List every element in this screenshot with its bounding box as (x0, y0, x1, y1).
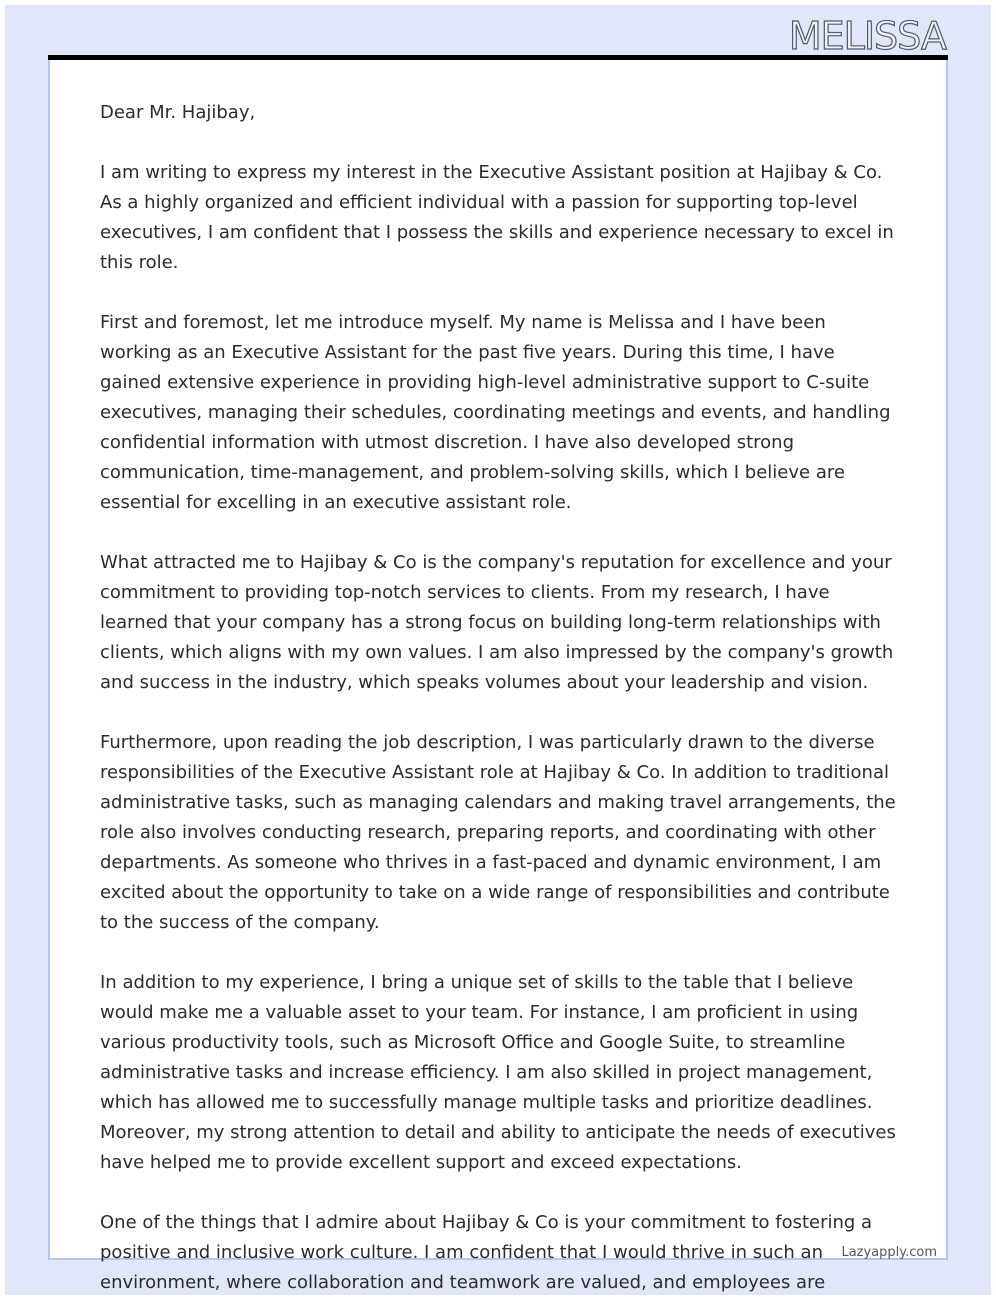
salutation: Dear Mr. Hajibay, (100, 102, 256, 123)
footer-brand: Lazyapply.com (841, 1245, 937, 1260)
paragraph-3: What attracted me to Hajibay & Co is the company's reputation for excellence and your commitment to providing top-notch services to clients. From my research, I have learned that your company has a strong focus on building long-term relationships with clients, which aligns with my own values. I am also impressed by the company's growth and success in the industry, which speaks volumes about your leadership and vision. (100, 552, 894, 693)
applicant-name: MELISSA (788, 14, 946, 58)
paragraph-2: First and foremost, let me introduce myself. My name is Melissa and I have been working as an Executive Assistant for the past five years. During this time, I have gained extensive experience in providing high-level administrative support to C-suite executives, managing their schedules, coordinating meetings and events, and handling confidential information with utmost discretion. I have also developed strong communication, time-management, and problem-solving skills, which I believe are essential for excelling in an executive assistant role. (100, 312, 891, 513)
paragraph-6: One of the things that I admire about Hajibay & Co is your commitment to fostering a positive and inclusive work culture. I am confident that I would thrive in such an environment, where collaboration and teamwork are valued, and employees are (100, 1212, 873, 1293)
paragraph-1: I am writing to express my interest in the Executive Assistant position at Hajibay & Co. As a highly organized and efficient individual with a passion for supporting top-level executives, I am confident that I possess the skills and experience necessary to excel in this role. (100, 162, 894, 273)
letter-body (100, 98, 900, 1300)
paragraph-4: Furthermore, upon reading the job description, I was particularly drawn to the diverse responsibilities of the Executive Assistant role at Hajibay & Co. In addition to traditional administrative tasks, such as managing calendars and making travel arrangements, the role also involves conducting research, preparing reports, and coordinating with other departments. As someone who thrives in a fast-paced and dynamic environment, I am excited about the opportunity to take on a wide range of responsibilities and contribute to the success of the company. (100, 732, 896, 933)
paragraph-5: In addition to my experience, I bring a unique set of skills to the table that I believe would make me a valuable asset to your team. For instance, I am proficient in using various productivity tools, such as Microsoft Office and Google Suite, to streamline administrative tasks and increase efficiency. I am also skilled in project management, which has allowed me to successfully manage multiple tasks and prioritize deadlines. Moreover, my strong attention to detail and ability to anticipate the needs of executives have helped me to provide excellent support and exceed expectations. (100, 972, 896, 1173)
